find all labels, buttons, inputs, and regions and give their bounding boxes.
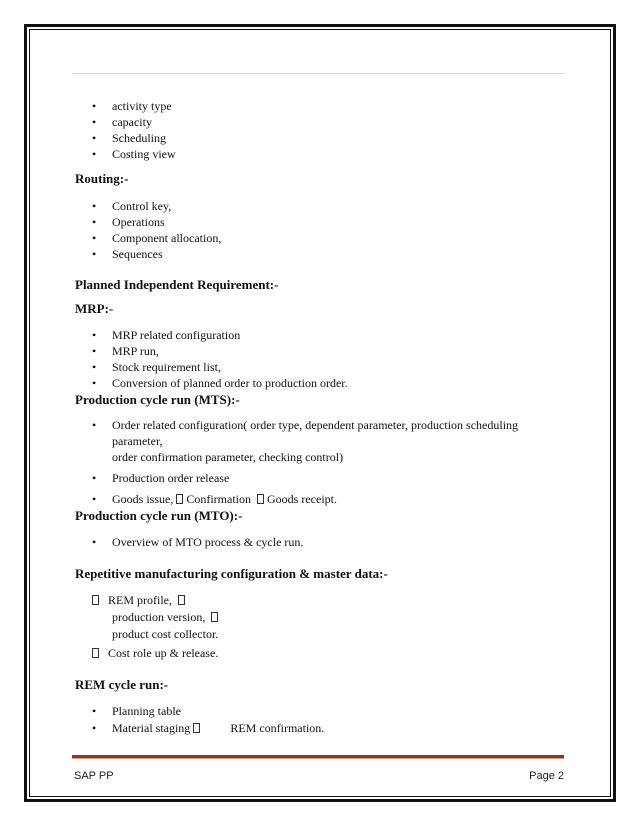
- footer-page-number: Page 2: [529, 770, 564, 782]
- list-item: • MRP related configuration: [92, 328, 241, 342]
- square-icon: [176, 494, 183, 504]
- list-item: • Material staging REM confirmation.: [92, 721, 325, 735]
- pir-heading: Planned Independent Requirement:-: [75, 277, 279, 292]
- rem-cycle-heading: REM cycle run:-: [75, 677, 169, 692]
- square-icon: [211, 612, 218, 622]
- routing-list: [75, 198, 565, 262]
- list-item: • Planning table: [92, 704, 181, 718]
- intro-list: [75, 98, 565, 162]
- list-item: Cost role up & release.: [92, 645, 565, 662]
- list-item: • Production order release: [92, 471, 230, 485]
- rem-config-heading: Repetitive manufacturing configuration & master data:-: [75, 566, 388, 581]
- mto-heading: Production cycle run (MTO):-: [75, 508, 243, 523]
- list-item: • Component allocation,: [92, 231, 222, 245]
- list-item: • Conversion of planned order to production order.: [92, 376, 348, 390]
- routing-heading: Routing:-: [75, 171, 129, 186]
- list-item: • Overview of MTO process & cycle run.: [92, 535, 304, 549]
- list-item: product cost collector.: [112, 627, 219, 641]
- footer-rule-thin: [72, 758, 564, 759]
- list-item: • Scheduling: [92, 131, 166, 145]
- mrp-heading: MRP:-: [75, 301, 114, 316]
- list-item: • Operations: [92, 215, 165, 229]
- list-item: • Control key,: [92, 199, 172, 213]
- list-item: production version,: [92, 609, 565, 626]
- rem-cycle-list: [75, 703, 565, 737]
- list-item: • Costing view: [92, 147, 176, 161]
- header-rule: [72, 73, 564, 74]
- list-item: • Stock requirement list,: [92, 360, 221, 374]
- document-body: [75, 98, 565, 737]
- list-item: • Order related configuration( order type, dependent parameter, production scheduling parameter, order confirmation parameter, checking control): [92, 418, 519, 464]
- list-item: REM profile,: [92, 592, 565, 609]
- square-icon: [257, 494, 264, 504]
- mts-list: [75, 417, 565, 507]
- square-icon: [178, 595, 185, 605]
- list-item: • MRP run,: [92, 344, 159, 358]
- mto-list: [75, 534, 565, 550]
- mts-heading: Production cycle run (MTS):-: [75, 392, 240, 407]
- list-item: • activity type: [92, 99, 172, 113]
- rem-config-list: [75, 592, 565, 662]
- footer-doc-title: SAP PP: [74, 770, 114, 782]
- square-icon: [92, 648, 99, 658]
- square-icon: [92, 595, 99, 605]
- mrp-list: [75, 327, 565, 391]
- list-item: • capacity: [92, 115, 152, 129]
- list-item: • Goods issue, Confirmation Goods receipt.: [92, 492, 337, 506]
- list-item: • Sequences: [92, 247, 163, 261]
- square-icon: [193, 723, 200, 733]
